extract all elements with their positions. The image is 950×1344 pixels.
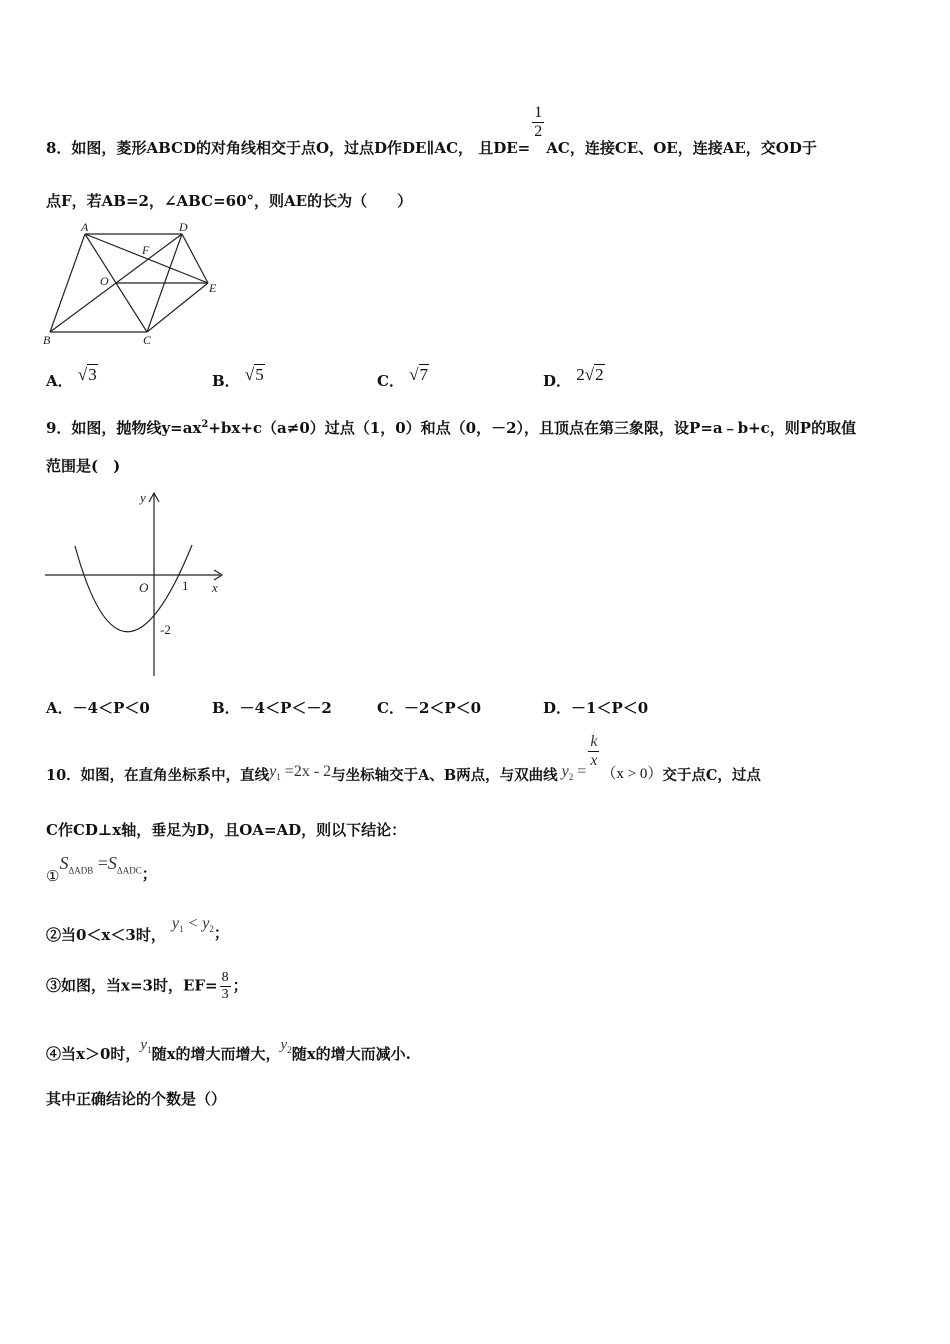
- q8-option-c[interactable]: [377, 365, 429, 391]
- q9-line1: [46, 417, 856, 438]
- q10-conclusion-4: [46, 1033, 411, 1063]
- q10-line1: [46, 733, 761, 784]
- q8-option-c-value: √7: [409, 365, 429, 384]
- q8-option-c-radicand: 7: [419, 365, 429, 384]
- q10-c3-den: 3: [221, 987, 229, 1002]
- q8-line2-text: 点F，若AB=2，∠ABC=60°，则AE的长为（ ）: [46, 192, 413, 210]
- q10-c1-end: ；: [141, 865, 157, 883]
- q10-hyperbola-eq: $y_2$ =: [561, 762, 587, 782]
- q9-text-a: 9．如图，抛物线y=ax: [46, 419, 202, 437]
- q10-c3-end: ；: [232, 976, 248, 995]
- q9-graph: [40, 488, 240, 680]
- q10-c3-frac: [220, 970, 231, 1003]
- q10-c2-eq: [171, 915, 214, 935]
- q10-c4-text-c: 随x的增大而减小.: [291, 1045, 411, 1063]
- q10-c4-text-a: ④当x＞0时，: [46, 1045, 141, 1063]
- q8-line2: [46, 190, 412, 211]
- q9-option-d-text: D．－1＜P＜0: [543, 699, 649, 717]
- q10-conclusion-3: [46, 970, 248, 1003]
- q8-option-a[interactable]: [46, 365, 98, 391]
- q8-text-a: 8．如图，菱形ABCD的对角线相交于点O，过点D作DE∥AC， 且DE=: [46, 138, 531, 157]
- q10-y2: y: [561, 762, 569, 780]
- q10-c1-rhs-sub: ΔADC: [116, 865, 142, 876]
- label-neg2: -2: [160, 622, 171, 637]
- q9-option-a-text: A．－4＜P＜0: [46, 699, 150, 717]
- q10-c4-y2: [281, 1037, 292, 1053]
- q9-option-a[interactable]: [46, 697, 150, 718]
- q8-line1: [46, 104, 817, 157]
- label-A: A: [81, 220, 89, 234]
- q10-c2-y1: y: [171, 915, 179, 932]
- q8-option-d-coef: 2: [576, 365, 585, 384]
- label-O: O: [100, 274, 109, 288]
- q10-final-text: 其中正确结论的个数是（）: [46, 1090, 227, 1108]
- q10-frac-den: x: [590, 752, 598, 769]
- q10-condition: （x > 0）: [601, 765, 663, 782]
- q10-conclusion-1: [46, 853, 157, 885]
- q10-c2-sub2: 2: [209, 924, 214, 935]
- q8-option-a-letter: A．: [46, 372, 73, 390]
- q10-c1-lhs: S: [59, 853, 69, 873]
- label-B: B: [43, 333, 51, 347]
- q8-option-c-letter: C．: [377, 372, 404, 390]
- q10-line-eq: [269, 763, 331, 780]
- q8-option-d[interactable]: [543, 365, 605, 391]
- edge-AB: [50, 234, 85, 332]
- q10-c1-lhs-sub: ΔADB: [68, 865, 94, 876]
- q10-c4-y2-sub: 2: [287, 1045, 292, 1055]
- q8-option-b-radicand: 5: [255, 365, 264, 384]
- q8-option-a-value: √3: [77, 365, 97, 384]
- q9-line2-text: 范围是( ): [46, 457, 121, 475]
- label-one: 1: [182, 578, 189, 593]
- q10-y1-sub: 1: [276, 771, 281, 782]
- label-C: C: [143, 333, 152, 347]
- q10-text-a: 10．如图，在直角坐标系中，直线: [46, 766, 270, 784]
- q9-option-c[interactable]: [377, 697, 481, 718]
- label-D: D: [179, 220, 188, 234]
- q8-fraction: [532, 104, 544, 141]
- q10-c2-sub1: 1: [178, 924, 184, 935]
- q10-c1-rhs: S: [107, 853, 117, 873]
- q10-c1-eq: $S_{\Delta ADB} =S_{\Delta ADC}$: [59, 853, 142, 876]
- q10-line2: [46, 819, 406, 840]
- seg-DE: [182, 234, 208, 283]
- q10-c3-text: ③如图，当x=3时，EF=: [46, 976, 218, 995]
- q10-c4-text-b: 随x的增大而增大，: [151, 1045, 281, 1063]
- q9-text-b: +bx+c（a≠0）过点（1，0）和点（0，－2），且顶点在第三象限，设P=a﹣b+c，则P的取值: [208, 419, 857, 437]
- q8-option-b-value: √5: [244, 365, 264, 384]
- q10-y2-sub: 2: [568, 771, 574, 782]
- q10-c3-num: 8: [221, 970, 229, 985]
- q10-frac-num: k: [590, 733, 598, 750]
- q10-c4-y1: [140, 1037, 151, 1053]
- q10-c4-y1-sub: 1: [147, 1045, 152, 1055]
- q8-option-a-radicand: 3: [88, 365, 97, 384]
- parabola: [75, 545, 192, 632]
- q8-option-d-value: 2√2: [576, 365, 604, 384]
- q10-conclusion-2: [46, 912, 229, 944]
- q10-text-c: 交于点C，过点: [662, 766, 761, 784]
- q9-sup: 2: [201, 419, 209, 430]
- q10-y1: y: [269, 762, 277, 780]
- label-x: x: [212, 580, 218, 595]
- q10-c4-y1-letter: y: [140, 1037, 148, 1053]
- label-origin: O: [139, 580, 149, 595]
- q10-c4-y2-letter: y: [280, 1037, 288, 1053]
- q10-c2-end: ；: [213, 924, 229, 942]
- q10-line2-text: C作CD⊥x轴，垂足为D，且OA=AD，则以下结论：: [46, 821, 407, 839]
- q10-c2-lt: < y: [183, 915, 210, 932]
- label-y: y: [140, 490, 146, 505]
- q9-line2: [46, 455, 120, 476]
- q9-option-d[interactable]: [543, 697, 648, 718]
- q8-figure: [40, 220, 230, 348]
- q8-frac-num: 1: [534, 104, 543, 121]
- q9-option-b-text: B．－4＜P＜－2: [212, 699, 332, 717]
- label-E: E: [209, 281, 217, 295]
- q9-option-b[interactable]: [212, 697, 332, 718]
- label-F: F: [142, 243, 150, 257]
- q10-c2-text: ②当0＜x＜3时，: [46, 926, 166, 944]
- q9-option-c-text: C．－2＜P＜0: [377, 699, 482, 717]
- q10-c1-mark: ①: [46, 867, 60, 885]
- q10-k-over-x: [588, 733, 599, 770]
- q10-final-question: [46, 1088, 226, 1109]
- q8-option-b[interactable]: [212, 365, 265, 391]
- q8-option-d-radicand: 2: [595, 365, 604, 384]
- q8-option-d-letter: D．: [543, 372, 572, 390]
- q10-text-b: 与坐标轴交于A、B两点，与双曲线: [331, 766, 558, 784]
- q8-option-b-letter: B．: [212, 372, 240, 390]
- q8-frac-den: 2: [534, 123, 543, 140]
- q10-y1-rhs: =2x - 2: [280, 762, 332, 780]
- q8-text-b: AC，连接CE、OE，连接AE，交OD于: [546, 138, 817, 157]
